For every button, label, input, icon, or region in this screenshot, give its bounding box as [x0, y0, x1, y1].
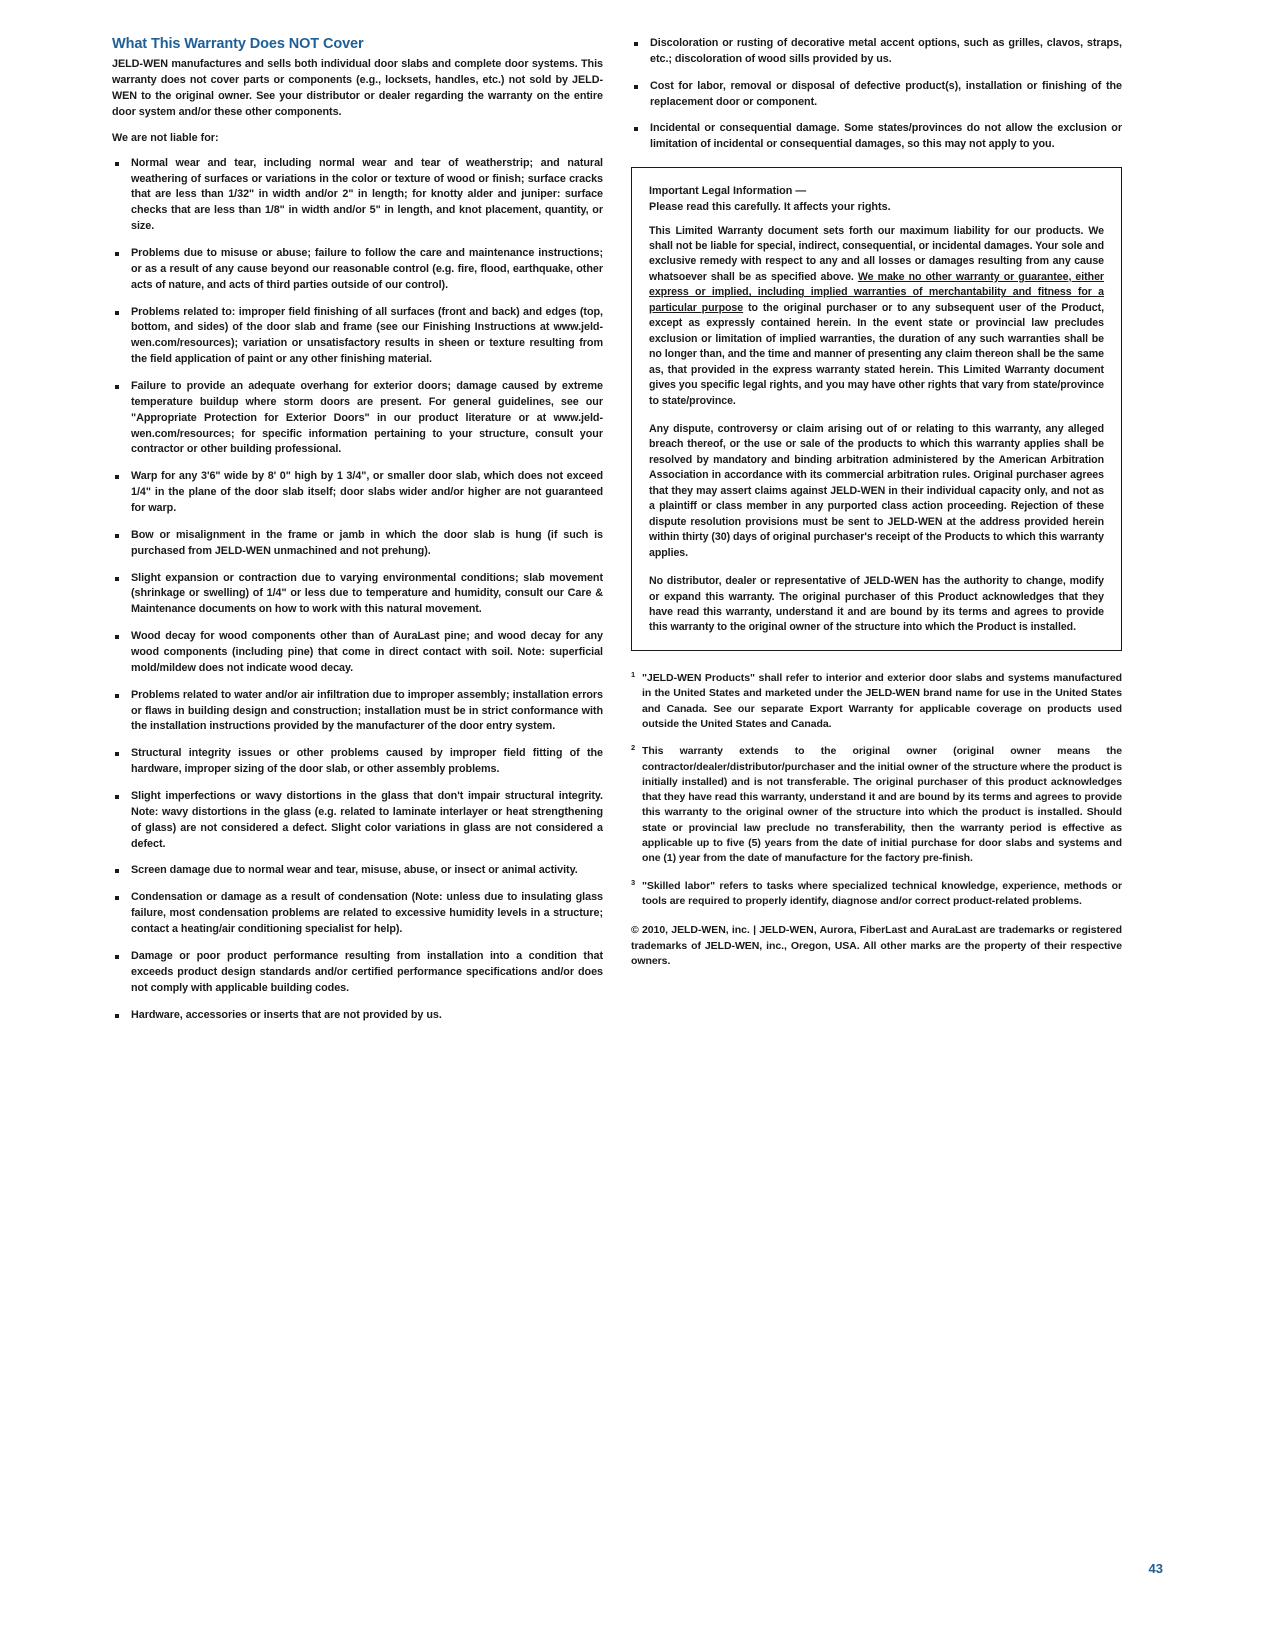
legal-heading-line-2: Please read this carefully. It affects your rights.: [649, 201, 891, 214]
list-item: Incidental or consequential damage. Some states/provinces do not allow the exclusion or limitation of incidental or consequential damages, so this may not apply to you.: [631, 121, 1122, 153]
footnote-2-text: This warranty extends to the original owner (original owner means the contractor/dealer/distributor/purchaser and the initial owner of the structure where the product is initially installed) and is not transferable. The original purchaser of this product acknowledges that they have read this warranty, understand it and are bound by its terms and agrees to provide this warranty to the original owner of the structure into which the product is installed. Should state or provincial law preclude no transferability, then the warranty period is effective as applicable up to five (5) years from the date of initial purchase for door slabs and systems and one (1) year from the date of manufacture for the factory pre-finish.: [642, 745, 1122, 865]
footnote-2: [631, 744, 1122, 867]
footnote-3-text: "Skilled labor" refers to tasks where specialized technical knowledge, experience, methods or tools are required to properly identify, diagnose and/or correct product-related problems.: [642, 879, 1122, 908]
list-item: Slight imperfections or wavy distortions in the glass that don't impair structural integrity. Note: wavy distortions in the glass (e.g. related to laminate interlayer or heat strengthening of glass) are not considered a defect. Slight color variations in glass are not considered a defect.: [112, 789, 603, 852]
two-column-layout: [112, 36, 1122, 1034]
list-item: Wood decay for wood components other than of AuraLast pine; and wood decay for any wood components (including pine) that come in direct contact with soil. Note: superficial mold/mildew does not indicate wood decay.: [112, 629, 603, 677]
list-item: Hardware, accessories or inserts that are not provided by us.: [112, 1008, 603, 1024]
footnote-marker-1: 1: [631, 669, 636, 679]
list-item: Screen damage due to normal wear and tear, misuse, abuse, or insect or animal activity.: [112, 863, 603, 879]
list-item: Problems due to misuse or abuse; failure to follow the care and maintenance instructions; or as a result of any cause beyond our reasonable control (e.g. fire, flood, earthquake, other acts of nature, and acts of third parties outside of our control).: [112, 246, 603, 294]
legal-heading-line-1: Important Legal Information —: [649, 185, 807, 198]
page-title: What This Warranty Does NOT Cover: [112, 36, 364, 52]
list-item: Condensation or damage as a result of condensation (Note: unless due to insulating glass failure, most condensation problems are related to excessive humidity levels in a structure; contact a heating/air conditioning specialist for help).: [112, 890, 603, 938]
list-item: Slight expansion or contraction due to varying environmental conditions; slab movement (shrinkage or swelling) of 1/4" or less due to temperature and humidity, consult our Care & Maintenance documents on how to work with this natural movement.: [112, 571, 603, 619]
list-item: Structural integrity issues or other problems caused by improper field fitting of the hardware, improper sizing of the door slab, or other assembly problems.: [112, 746, 603, 778]
footnote-marker-3: 3: [631, 877, 636, 887]
intro-paragraph: JELD-WEN manufactures and sells both individual door slabs and complete door systems. This warranty does not cover parts or components (e.g., locksets, handles, etc.) not sold by JELD-WEN to the original owner. See your distributor or dealer regarding the warranty on the entire door system and/or these other components.: [112, 58, 603, 118]
list-item: Damage or poor product performance resulting from installation into a condition that exceeds product design standards and/or certified performance specifications and/or does not comply with applicable building codes.: [112, 949, 603, 997]
legal-box-heading: [649, 183, 1104, 215]
list-item: Problems related to water and/or air infiltration due to improper assembly; installation errors or flaws in building design and construction; installation must be in strict conformance with the installation instructions provided by the manufacturer of the door entry system.: [112, 688, 603, 736]
bullet-list-lead-in: We are not liable for:: [112, 131, 219, 144]
legal-paragraph-2-arbitration: Any dispute, controversy or claim arising out of or relating to this warranty, any alleged breach thereof, or the use or sale of the products to which this warranty applies shall be resolved by mandatory and binding arbitration administered by the American Arbitration Association in accordance with its commercial arbitration rules. Original purchaser agrees that they may assert claims against JELD-WEN in their individual capacity only, and not as a plaintiff or class member in any purported class action proceeding. Rejection of these dispute resolution provisions must be sent to JELD-WEN at the address provided herein within thirty (30) days of original purchaser's receipt of the Products to which this warranty applies.: [649, 422, 1104, 559]
legal-paragraph-1: [649, 224, 1104, 409]
footnote-1: [631, 671, 1122, 732]
left-column: [112, 36, 603, 1034]
page-number: 43: [1148, 1561, 1163, 1576]
legal-p1-underlined-disclaimer: We make no other warranty or guarantee, either express or implied, including implied warranties of merchantability and fitness for a particular purpose: [649, 270, 1104, 314]
list-item: Failure to provide an adequate overhang for exterior doors; damage caused by extreme temperature buildup where storm doors are present. For general guidelines, see our "Appropriate Protection for Exterior Doors" in our product literature or at www.jeld-wen.com/resources; for specific information pertaining to your structure, consult your contractor or other building professional.: [112, 379, 603, 458]
list-item: Cost for labor, removal or disposal of defective product(s), installation or finishing of the replacement door or component.: [631, 79, 1122, 111]
list-item: Warp for any 3'6" wide by 8' 0" high by 1 3/4", or smaller door slab, which does not exceed 1/4" in the plane of the door slab itself; door slabs wider and/or higher are not guaranteed for warp.: [112, 469, 603, 517]
right-column: [631, 36, 1122, 969]
legal-p1-part-c: to the original purchaser or to any subsequent user of the Product, except as expressly contained herein. In the event state or provincial law precludes exclusion or limitation of implied warranties, the duration of any such warranties shall be no longer than, and the time and manner of presenting any claim thereon shall be the same as, that provided in the express warranty stated herein. This Limited Warranty document gives you specific legal rights, and you may have other rights that vary from state/province to state/province.: [649, 301, 1104, 407]
legal-p1-part-a: This Limited Warranty document sets forth our maximum liability for our products. We shall not be liable for special, indirect, consequential, or incidental damages. Your sole and exclusive remedy with respect to any and all losses or damages resulting from any cause whatsoever shall be as specified above.: [649, 224, 1104, 283]
list-item: Problems related to: improper field finishing of all surfaces (front and back) and edges (top, bottom, and sides) of the door slab and frame (see our Finishing Instructions at www.jeld-wen.com/resources); variation or unsatisfactory results in sheen or texture resulting from the field application of paint or any other finishing material.: [112, 305, 603, 368]
footnote-1-text: "JELD-WEN Products" shall refer to interior and exterior door slabs and systems manufactured in the United States and marketed under the JELD-WEN brand name for use in the United States and Canada. See our separate Export Warranty for applicable coverage on products used outside the United States and Canada.: [642, 671, 1122, 730]
legal-paragraph-3-authority: No distributor, dealer or representative of JELD-WEN has the authority to change, modify or expand this warranty. The original purchaser of this Product acknowledges that they have read this warranty, understand it and are bound by its terms and agrees to provide this warranty to the original owner of the structure into which the Product is installed.: [649, 575, 1104, 634]
footnotes-section: [631, 671, 1122, 970]
footnote-marker-2: 2: [631, 743, 636, 753]
important-legal-information-box: [631, 167, 1122, 651]
copyright-notice: © 2010, JELD-WEN, inc. | JELD-WEN, Aurora, FiberLast and AuraLast are trademarks or registered trademarks of JELD-WEN, inc., Oregon, USA. All other marks are the property of their respective owners.: [631, 924, 1122, 968]
list-item: Bow or misalignment in the frame or jamb in which the door slab is hung (if such is purchased from JELD-WEN unmachined and not prehung).: [112, 528, 603, 560]
exclusions-list-right: [631, 36, 1122, 153]
exclusions-list-left: [112, 156, 603, 1024]
list-item: Normal wear and tear, including normal wear and tear of weatherstrip; and natural weathering of surfaces or variations in the color or texture of wood or finish; surface cracks that are less than 1/32" in width and/or 2" in length; for knotty alder and juniper: surface checks that are less than 1/8" in width and/or 5" in length, and knot placement, quantity, or size.: [112, 156, 603, 235]
footnote-3: [631, 879, 1122, 910]
list-item: Discoloration or rusting of decorative metal accent options, such as grilles, clavos, straps, etc.; discoloration of wood sills provided by us.: [631, 36, 1122, 68]
